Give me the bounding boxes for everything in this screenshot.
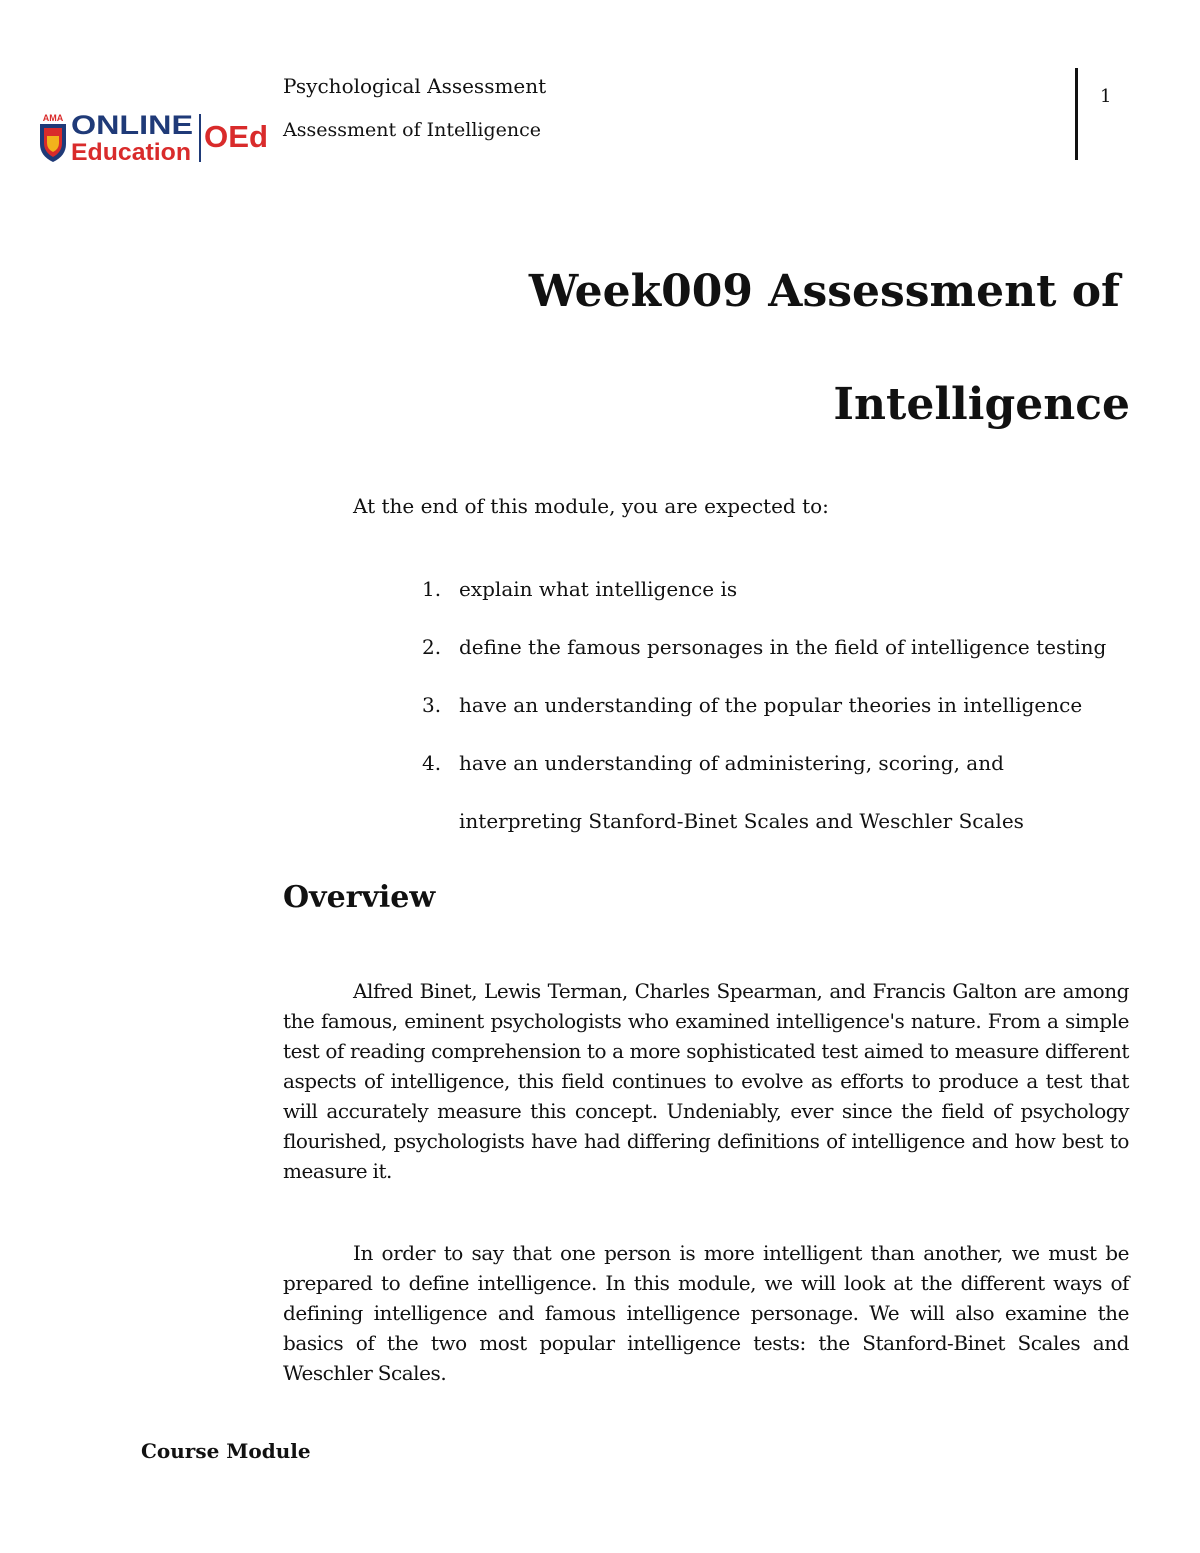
header-course-title: Psychological Assessment (283, 74, 547, 98)
overview-paragraph-1: Alfred Binet, Lewis Terman, Charles Spearman, and Francis Galton are among the famous, eminent psychologists who examined intelligence's nature. From a simple test of reading comprehension to a more sophisticated test aimed to measure different aspects of intelligence, this field continues to evolve as efforts to produce a test that will accurately measure this concept. Undeniably, ever since the field of psychology flourished, psychologists have had differing definitions of intelligence and how best to measure it. (283, 979, 1129, 1183)
objectives-intro: At the end of this module, you are expected to: (353, 494, 829, 518)
brand-line-online: ONLINE (71, 110, 193, 140)
objective-text: define the famous personages in the field of intelligence testing (459, 635, 1107, 659)
page-title-line-2: Intelligence (833, 379, 1130, 430)
objective-text: have an understanding of the popular theories in intelligence (459, 693, 1083, 717)
objective-item (410, 618, 1150, 676)
header-topic: Assessment of Intelligence (283, 119, 542, 141)
brand-line-education: Education (71, 139, 191, 164)
objective-number: 2. (422, 635, 442, 659)
footer-course-module: Course Module (141, 1439, 311, 1463)
overview-paragraph-2: In order to say that one person is more intelligent than another, we must be prepared to define intelligence. In this module, we will look at the different ways of defining intelligence and famous intelligence personage. We will also examine the basics of the two most popular intelligence tests: the Stanford-Binet Scales and Weschler Scales. (283, 1241, 1129, 1385)
objective-item (410, 560, 1150, 618)
online-education-logo (38, 108, 270, 164)
page-title-line-1: Week009 Assessment of (528, 266, 1120, 317)
svg-text:AMA: AMA (42, 113, 64, 123)
objective-number: 1. (422, 577, 442, 601)
page-number: 1 (1100, 86, 1112, 107)
objective-number: 3. (422, 693, 442, 717)
header-divider (1075, 68, 1078, 160)
objectives-list (410, 560, 1150, 850)
crest-icon (40, 113, 66, 162)
oed-badge: OEd (204, 119, 268, 154)
objective-number: 4. (422, 751, 442, 775)
objective-text: explain what intelligence is (459, 577, 738, 601)
objective-item (410, 676, 1150, 734)
objective-text-continuation: interpreting Stanford-Binet Scales and Weschler Scales (459, 809, 1024, 833)
objective-text: have an understanding of administering, scoring, and (459, 751, 1004, 775)
objective-item (410, 734, 1150, 850)
overview-heading: Overview (283, 880, 436, 915)
